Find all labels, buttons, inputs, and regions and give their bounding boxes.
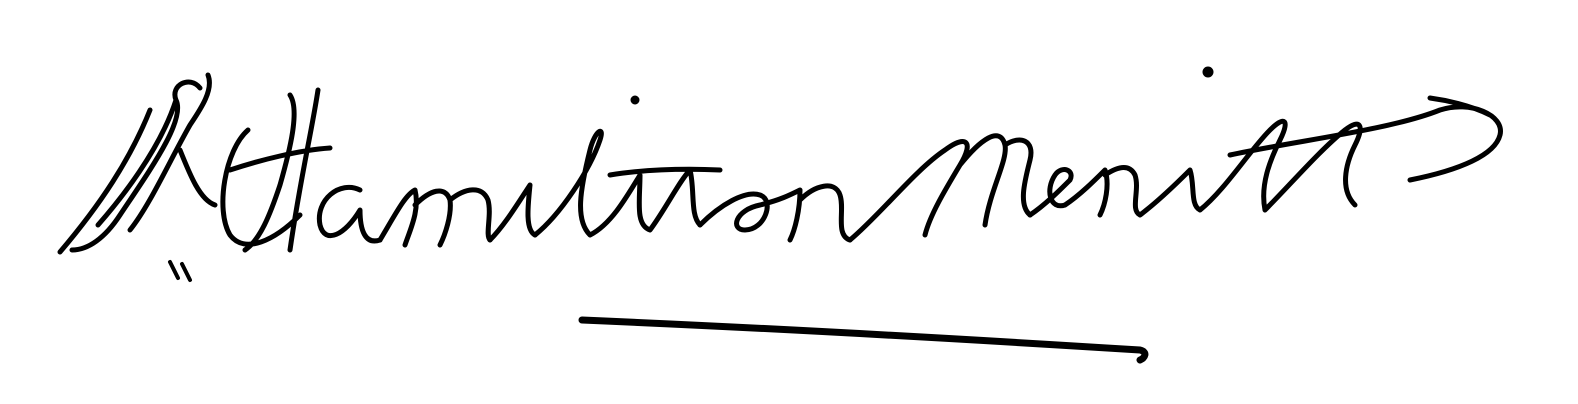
letter-m-cap: [850, 136, 1031, 240]
signature-strokes: [60, 67, 1500, 360]
letters-erritt: [1030, 121, 1360, 215]
i-dot: [631, 96, 639, 104]
letters-lt: [535, 131, 720, 235]
letter-m: [380, 190, 490, 245]
letters-on: [700, 186, 850, 240]
letter-w: [60, 75, 215, 252]
i-dot-2: [1203, 67, 1213, 77]
letter-a: [319, 187, 380, 241]
period-mark: [170, 262, 190, 280]
letter-h: [223, 90, 330, 250]
underline: [582, 320, 1145, 360]
letter-i: [490, 185, 535, 240]
